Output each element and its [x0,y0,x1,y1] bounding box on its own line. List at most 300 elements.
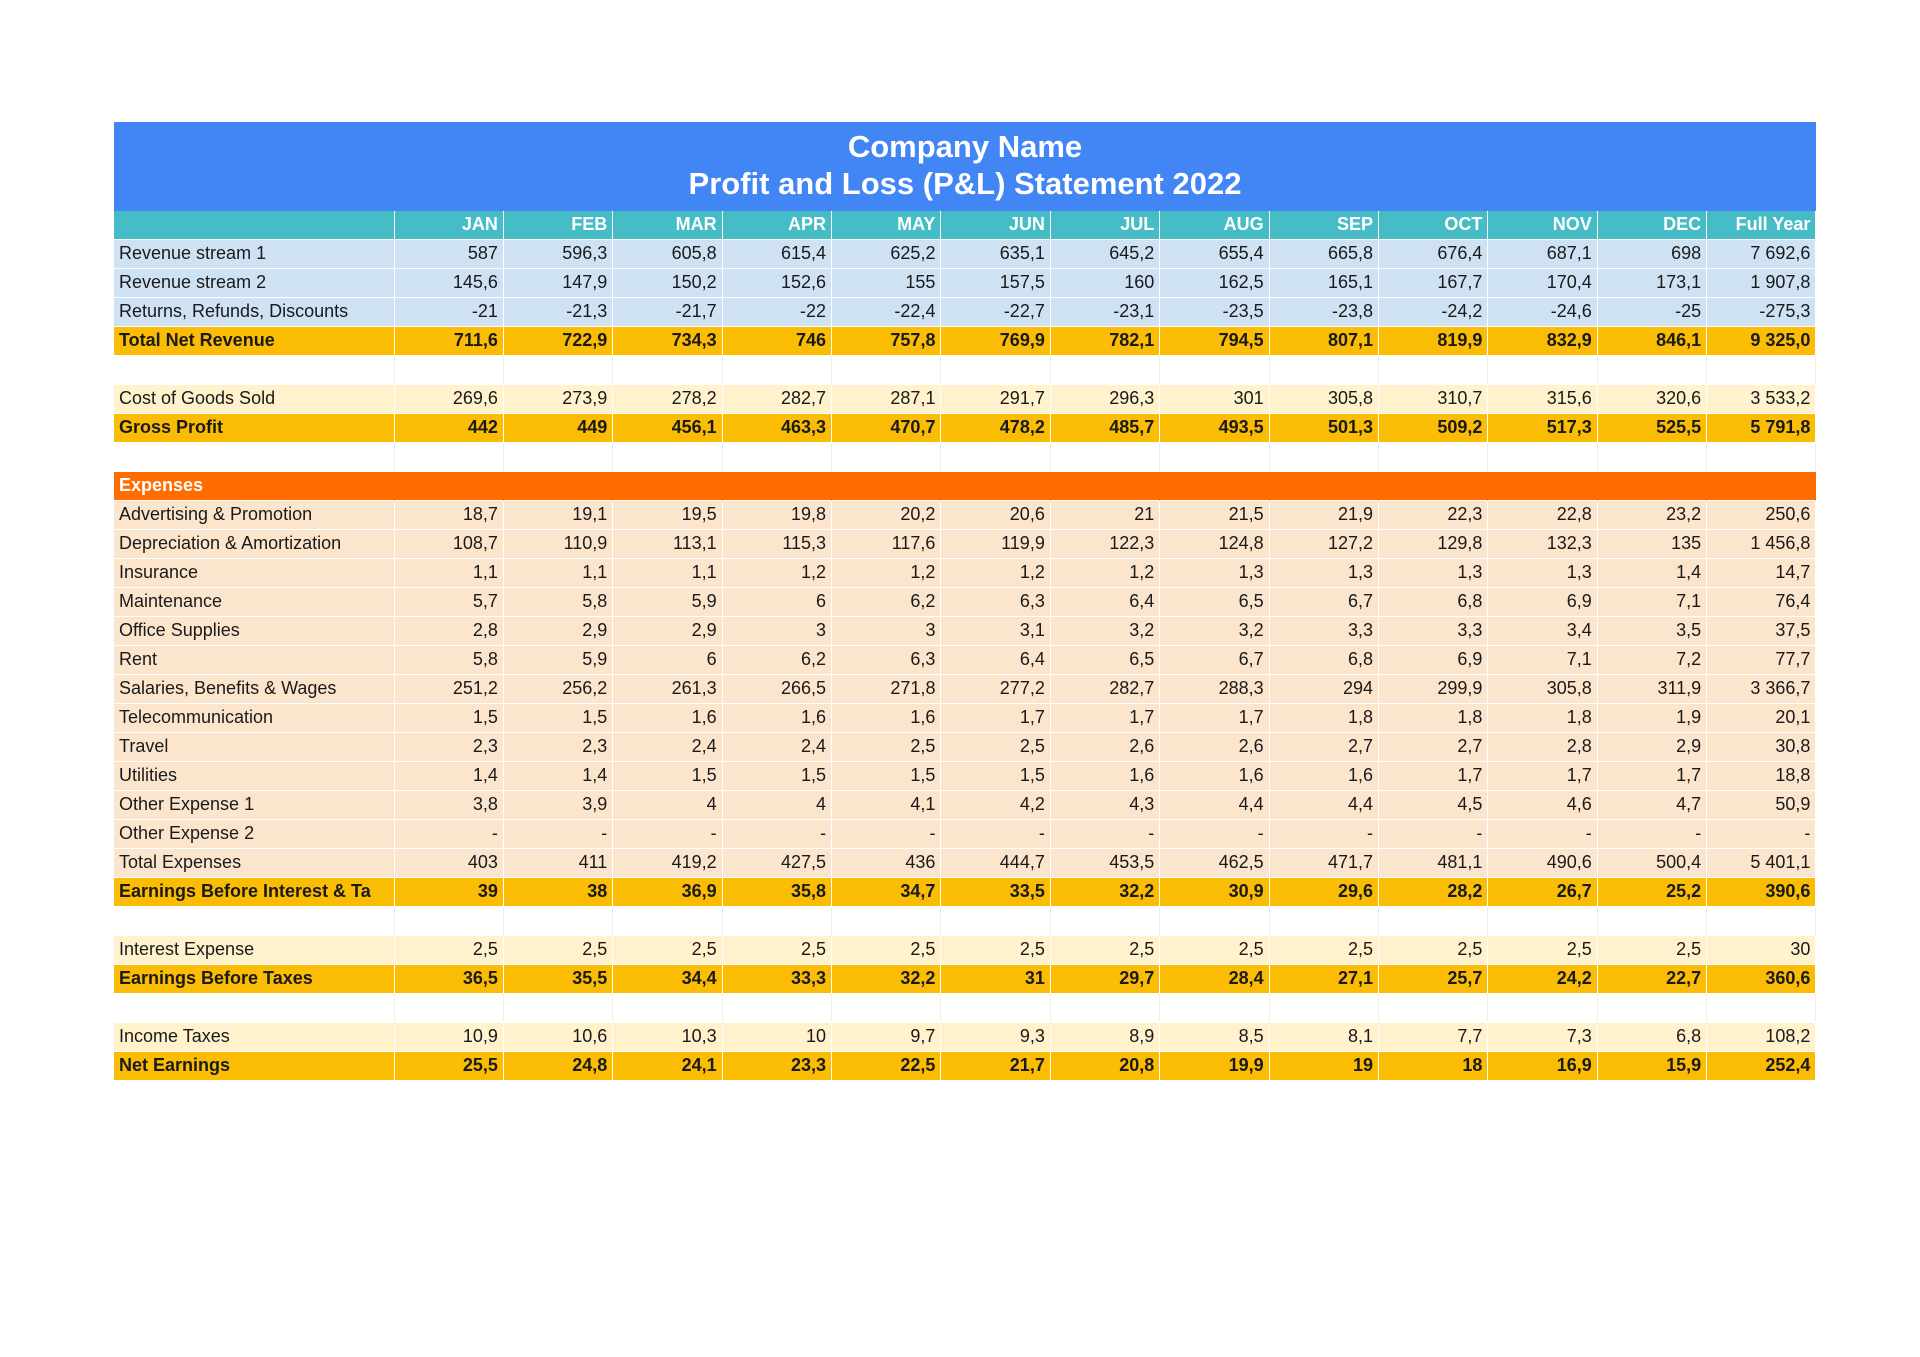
value-cell[interactable]: 1,5 [832,761,941,790]
value-cell[interactable]: 1,1 [503,558,612,587]
column-header[interactable]: AUG [1160,211,1269,239]
empty-cell[interactable] [1379,471,1488,500]
value-cell[interactable]: 1,5 [941,761,1050,790]
full-year-cell[interactable]: 7 692,6 [1707,239,1816,268]
column-header[interactable]: SEP [1269,211,1378,239]
empty-cell[interactable] [613,906,722,935]
value-cell[interactable]: 419,2 [613,848,722,877]
value-cell[interactable]: 2,5 [941,732,1050,761]
empty-cell[interactable] [1707,442,1816,471]
value-cell[interactable]: 782,1 [1050,326,1159,355]
value-cell[interactable]: 2,4 [722,732,831,761]
value-cell[interactable]: 24,8 [503,1051,612,1080]
value-cell[interactable]: 28,2 [1379,877,1488,906]
row-label-cell[interactable]: Salaries, Benefits & Wages [114,674,394,703]
value-cell[interactable]: 1,2 [832,558,941,587]
full-year-cell[interactable]: -275,3 [1707,297,1816,326]
empty-cell[interactable] [941,993,1050,1022]
value-cell[interactable]: 135 [1597,529,1706,558]
value-cell[interactable]: - [941,819,1050,848]
value-cell[interactable]: -24,2 [1379,297,1488,326]
value-cell[interactable]: 266,5 [722,674,831,703]
empty-cell[interactable] [1597,906,1706,935]
value-cell[interactable]: 20,8 [1050,1051,1159,1080]
value-cell[interactable]: 282,7 [722,384,831,413]
full-year-cell[interactable]: 360,6 [1707,964,1816,993]
value-cell[interactable]: -22,7 [941,297,1050,326]
empty-cell[interactable] [503,993,612,1022]
value-cell[interactable]: 132,3 [1488,529,1597,558]
row-label-cell[interactable]: Cost of Goods Sold [114,384,394,413]
row-label-cell[interactable]: Interest Expense [114,935,394,964]
value-cell[interactable]: 110,9 [503,529,612,558]
empty-cell[interactable] [722,442,831,471]
value-cell[interactable]: -23,1 [1050,297,1159,326]
empty-cell[interactable] [1050,442,1159,471]
value-cell[interactable]: 35,8 [722,877,831,906]
empty-cell[interactable] [1379,906,1488,935]
value-cell[interactable]: 6,7 [1160,645,1269,674]
value-cell[interactable]: 311,9 [1597,674,1706,703]
empty-cell[interactable] [941,355,1050,384]
value-cell[interactable]: 124,8 [1160,529,1269,558]
value-cell[interactable]: 1,4 [394,761,503,790]
value-cell[interactable]: 1,3 [1488,558,1597,587]
full-year-cell[interactable]: 14,7 [1707,558,1816,587]
value-cell[interactable]: 1,8 [1488,703,1597,732]
value-cell[interactable]: 525,5 [1597,413,1706,442]
value-cell[interactable]: 282,7 [1050,674,1159,703]
empty-cell[interactable] [1269,471,1378,500]
value-cell[interactable]: 2,5 [613,935,722,964]
empty-cell[interactable] [1269,442,1378,471]
value-cell[interactable]: 170,4 [1488,268,1597,297]
value-cell[interactable]: 490,6 [1488,848,1597,877]
empty-cell[interactable] [1269,355,1378,384]
value-cell[interactable]: 33,3 [722,964,831,993]
value-cell[interactable]: -22,4 [832,297,941,326]
row-label-cell[interactable]: Returns, Refunds, Discounts [114,297,394,326]
value-cell[interactable]: 1,5 [503,703,612,732]
column-header[interactable]: DEC [1597,211,1706,239]
value-cell[interactable]: 1,7 [1050,703,1159,732]
value-cell[interactable]: 2,5 [1488,935,1597,964]
row-label-cell[interactable]: Revenue stream 1 [114,239,394,268]
value-cell[interactable]: 145,6 [394,268,503,297]
empty-cell[interactable] [1050,355,1159,384]
empty-cell[interactable] [1050,993,1159,1022]
value-cell[interactable]: 605,8 [613,239,722,268]
value-cell[interactable]: 291,7 [941,384,1050,413]
empty-cell[interactable] [1707,355,1816,384]
full-year-cell[interactable]: 390,6 [1707,877,1816,906]
empty-cell[interactable] [114,993,394,1022]
value-cell[interactable]: 794,5 [1160,326,1269,355]
value-cell[interactable]: 453,5 [1050,848,1159,877]
value-cell[interactable]: 157,5 [941,268,1050,297]
value-cell[interactable]: 1,7 [1379,761,1488,790]
value-cell[interactable]: 160 [1050,268,1159,297]
empty-cell[interactable] [503,906,612,935]
value-cell[interactable]: 3,8 [394,790,503,819]
value-cell[interactable]: 117,6 [832,529,941,558]
value-cell[interactable]: 21 [1050,500,1159,529]
empty-cell[interactable] [1269,906,1378,935]
full-year-cell[interactable]: 5 791,8 [1707,413,1816,442]
value-cell[interactable]: 6 [613,645,722,674]
value-cell[interactable]: 2,4 [613,732,722,761]
value-cell[interactable]: -21,7 [613,297,722,326]
value-cell[interactable]: -22 [722,297,831,326]
value-cell[interactable]: 517,3 [1488,413,1597,442]
empty-cell[interactable] [722,993,831,1022]
value-cell[interactable]: 2,5 [503,935,612,964]
value-cell[interactable]: 501,3 [1269,413,1378,442]
value-cell[interactable]: 119,9 [941,529,1050,558]
value-cell[interactable]: 1,6 [832,703,941,732]
empty-cell[interactable] [503,355,612,384]
full-year-cell[interactable]: 3 533,2 [1707,384,1816,413]
value-cell[interactable]: 36,5 [394,964,503,993]
row-label-cell[interactable]: Depreciation & Amortization [114,529,394,558]
row-label-cell[interactable]: Advertising & Promotion [114,500,394,529]
value-cell[interactable]: 34,7 [832,877,941,906]
empty-cell[interactable] [941,906,1050,935]
empty-cell[interactable] [1050,906,1159,935]
value-cell[interactable]: 1,1 [613,558,722,587]
row-label-cell[interactable]: Revenue stream 2 [114,268,394,297]
value-cell[interactable]: - [832,819,941,848]
value-cell[interactable]: 4,5 [1379,790,1488,819]
value-cell[interactable]: 2,5 [1050,935,1159,964]
full-year-cell[interactable]: 3 366,7 [1707,674,1816,703]
empty-cell[interactable] [394,442,503,471]
row-label-cell[interactable]: Utilities [114,761,394,790]
value-cell[interactable]: 6,4 [1050,587,1159,616]
value-cell[interactable]: 9,3 [941,1022,1050,1051]
full-year-cell[interactable]: 108,2 [1707,1022,1816,1051]
value-cell[interactable]: 30,9 [1160,877,1269,906]
value-cell[interactable]: 587 [394,239,503,268]
empty-cell[interactable] [613,993,722,1022]
value-cell[interactable]: 3,1 [941,616,1050,645]
value-cell[interactable]: 39 [394,877,503,906]
value-cell[interactable]: 256,2 [503,674,612,703]
value-cell[interactable]: 278,2 [613,384,722,413]
value-cell[interactable]: 2,5 [722,935,831,964]
column-header[interactable]: MAR [613,211,722,239]
value-cell[interactable]: 1,6 [613,703,722,732]
value-cell[interactable]: 698 [1597,239,1706,268]
value-cell[interactable]: 6,4 [941,645,1050,674]
value-cell[interactable]: 4,2 [941,790,1050,819]
value-cell[interactable]: 6,3 [832,645,941,674]
value-cell[interactable]: 108,7 [394,529,503,558]
full-year-cell[interactable]: 1 456,8 [1707,529,1816,558]
value-cell[interactable]: 5,8 [503,587,612,616]
full-year-cell[interactable]: 76,4 [1707,587,1816,616]
value-cell[interactable]: 23,2 [1597,500,1706,529]
value-cell[interactable]: 6,7 [1269,587,1378,616]
value-cell[interactable]: - [1050,819,1159,848]
empty-cell[interactable] [394,355,503,384]
value-cell[interactable]: 1,2 [722,558,831,587]
value-cell[interactable]: 6,2 [722,645,831,674]
value-cell[interactable]: 456,1 [613,413,722,442]
value-cell[interactable]: 273,9 [503,384,612,413]
row-label-cell[interactable]: Office Supplies [114,616,394,645]
value-cell[interactable]: 2,5 [941,935,1050,964]
row-label-cell[interactable]: Telecommunication [114,703,394,732]
value-cell[interactable]: -21 [394,297,503,326]
value-cell[interactable]: 1,6 [1269,761,1378,790]
value-cell[interactable]: 19,8 [722,500,831,529]
value-cell[interactable]: 24,2 [1488,964,1597,993]
value-cell[interactable]: 625,2 [832,239,941,268]
value-cell[interactable]: 2,5 [394,935,503,964]
value-cell[interactable]: 676,4 [1379,239,1488,268]
value-cell[interactable]: 301 [1160,384,1269,413]
value-cell[interactable]: 1,7 [1488,761,1597,790]
value-cell[interactable]: 7,1 [1488,645,1597,674]
value-cell[interactable]: 19,9 [1160,1051,1269,1080]
empty-cell[interactable] [1597,355,1706,384]
value-cell[interactable]: 287,1 [832,384,941,413]
value-cell[interactable]: 294 [1269,674,1378,703]
value-cell[interactable]: 5,9 [503,645,612,674]
row-label-cell[interactable]: Earnings Before Taxes [114,964,394,993]
value-cell[interactable]: 4,6 [1488,790,1597,819]
value-cell[interactable]: 3,4 [1488,616,1597,645]
value-cell[interactable]: 269,6 [394,384,503,413]
empty-cell[interactable] [613,442,722,471]
value-cell[interactable]: 4,7 [1597,790,1706,819]
empty-cell[interactable] [1488,355,1597,384]
value-cell[interactable]: 10,6 [503,1022,612,1051]
value-cell[interactable]: 1,5 [613,761,722,790]
value-cell[interactable]: 463,3 [722,413,831,442]
value-cell[interactable]: 2,7 [1379,732,1488,761]
value-cell[interactable]: 5,9 [613,587,722,616]
value-cell[interactable]: 25,7 [1379,964,1488,993]
value-cell[interactable]: 261,3 [613,674,722,703]
value-cell[interactable]: 711,6 [394,326,503,355]
value-cell[interactable]: 2,8 [394,616,503,645]
value-cell[interactable]: 10 [722,1022,831,1051]
empty-cell[interactable] [1050,471,1159,500]
empty-cell[interactable] [1488,442,1597,471]
value-cell[interactable]: 615,4 [722,239,831,268]
value-cell[interactable]: 9,7 [832,1022,941,1051]
value-cell[interactable]: 2,5 [1597,935,1706,964]
value-cell[interactable]: 173,1 [1597,268,1706,297]
value-cell[interactable]: 315,6 [1488,384,1597,413]
value-cell[interactable]: 5,7 [394,587,503,616]
value-cell[interactable]: 2,6 [1050,732,1159,761]
value-cell[interactable]: 470,7 [832,413,941,442]
empty-cell[interactable] [114,906,394,935]
value-cell[interactable]: 25,2 [1597,877,1706,906]
value-cell[interactable]: 20,6 [941,500,1050,529]
value-cell[interactable]: 2,5 [1269,935,1378,964]
empty-cell[interactable] [1597,993,1706,1022]
row-label-cell[interactable]: Travel [114,732,394,761]
full-year-cell[interactable]: 37,5 [1707,616,1816,645]
value-cell[interactable]: 21,7 [941,1051,1050,1080]
value-cell[interactable]: 471,7 [1269,848,1378,877]
full-year-cell[interactable]: 252,4 [1707,1051,1816,1080]
column-header[interactable]: JUL [1050,211,1159,239]
value-cell[interactable]: 645,2 [1050,239,1159,268]
value-cell[interactable]: 1,9 [1597,703,1706,732]
value-cell[interactable]: 165,1 [1269,268,1378,297]
value-cell[interactable]: 310,7 [1379,384,1488,413]
value-cell[interactable]: 35,5 [503,964,612,993]
row-label-cell[interactable]: Other Expense 1 [114,790,394,819]
empty-cell[interactable] [1488,906,1597,935]
empty-cell[interactable] [1707,471,1816,500]
value-cell[interactable]: 22,5 [832,1051,941,1080]
value-cell[interactable]: 746 [722,326,831,355]
row-label-cell[interactable]: Maintenance [114,587,394,616]
value-cell[interactable]: -21,3 [503,297,612,326]
empty-cell[interactable] [1488,471,1597,500]
value-cell[interactable]: 2,9 [613,616,722,645]
value-cell[interactable]: -25 [1597,297,1706,326]
value-cell[interactable]: 19,1 [503,500,612,529]
row-label-cell[interactable]: Income Taxes [114,1022,394,1051]
value-cell[interactable]: 27,1 [1269,964,1378,993]
empty-cell[interactable] [832,906,941,935]
full-year-cell[interactable]: 5 401,1 [1707,848,1816,877]
value-cell[interactable]: 305,8 [1488,674,1597,703]
value-cell[interactable]: 665,8 [1269,239,1378,268]
value-cell[interactable]: - [1160,819,1269,848]
value-cell[interactable]: 25,5 [394,1051,503,1080]
value-cell[interactable]: 807,1 [1269,326,1378,355]
value-cell[interactable]: 6,9 [1488,587,1597,616]
value-cell[interactable]: 6,5 [1050,645,1159,674]
value-cell[interactable]: 444,7 [941,848,1050,877]
row-label-cell[interactable]: Rent [114,645,394,674]
value-cell[interactable]: 2,7 [1269,732,1378,761]
column-header[interactable]: APR [722,211,831,239]
empty-cell[interactable] [613,471,722,500]
value-cell[interactable]: 7,7 [1379,1022,1488,1051]
value-cell[interactable]: 436 [832,848,941,877]
full-year-cell[interactable]: 20,1 [1707,703,1816,732]
value-cell[interactable]: 1,8 [1379,703,1488,732]
value-cell[interactable]: 1,1 [394,558,503,587]
value-cell[interactable]: 22,7 [1597,964,1706,993]
column-header[interactable]: JUN [941,211,1050,239]
value-cell[interactable]: 1,6 [1050,761,1159,790]
value-cell[interactable]: 29,6 [1269,877,1378,906]
value-cell[interactable]: 129,8 [1379,529,1488,558]
value-cell[interactable]: -23,5 [1160,297,1269,326]
value-cell[interactable]: 320,6 [1597,384,1706,413]
value-cell[interactable]: 635,1 [941,239,1050,268]
value-cell[interactable]: 251,2 [394,674,503,703]
value-cell[interactable]: 6,5 [1160,587,1269,616]
value-cell[interactable]: 2,3 [394,732,503,761]
empty-cell[interactable] [1597,442,1706,471]
row-label-cell[interactable]: Other Expense 2 [114,819,394,848]
value-cell[interactable]: 2,6 [1160,732,1269,761]
value-cell[interactable]: - [613,819,722,848]
empty-cell[interactable] [1707,993,1816,1022]
value-cell[interactable]: 481,1 [1379,848,1488,877]
value-cell[interactable]: 478,2 [941,413,1050,442]
value-cell[interactable]: 28,4 [1160,964,1269,993]
value-cell[interactable]: 493,5 [1160,413,1269,442]
empty-cell[interactable] [1707,906,1816,935]
value-cell[interactable]: 8,5 [1160,1022,1269,1051]
value-cell[interactable]: 5,8 [394,645,503,674]
value-cell[interactable]: 113,1 [613,529,722,558]
empty-cell[interactable] [722,355,831,384]
value-cell[interactable]: 3 [722,616,831,645]
value-cell[interactable]: 1,5 [722,761,831,790]
value-cell[interactable]: 4,1 [832,790,941,819]
empty-cell[interactable] [1160,442,1269,471]
empty-cell[interactable] [1488,993,1597,1022]
value-cell[interactable]: 18 [1379,1051,1488,1080]
row-label-cell[interactable]: Earnings Before Interest & Ta [114,877,394,906]
value-cell[interactable]: 1,8 [1269,703,1378,732]
value-cell[interactable]: 18,7 [394,500,503,529]
full-year-cell[interactable]: 30 [1707,935,1816,964]
value-cell[interactable]: 16,9 [1488,1051,1597,1080]
value-cell[interactable]: 3,5 [1597,616,1706,645]
column-header[interactable]: Full Year [1707,211,1816,239]
value-cell[interactable]: - [1597,819,1706,848]
empty-cell[interactable] [1160,355,1269,384]
value-cell[interactable]: 1,5 [394,703,503,732]
value-cell[interactable]: 655,4 [1160,239,1269,268]
value-cell[interactable]: 734,3 [613,326,722,355]
value-cell[interactable]: 167,7 [1379,268,1488,297]
value-cell[interactable]: 687,1 [1488,239,1597,268]
empty-cell[interactable] [941,442,1050,471]
section-header-cell[interactable]: Expenses [114,471,394,500]
value-cell[interactable]: - [722,819,831,848]
empty-cell[interactable] [1160,471,1269,500]
value-cell[interactable]: 832,9 [1488,326,1597,355]
value-cell[interactable]: 846,1 [1597,326,1706,355]
row-label-cell[interactable]: Total Expenses [114,848,394,877]
empty-cell[interactable] [722,471,831,500]
row-label-cell[interactable]: Net Earnings [114,1051,394,1080]
full-year-cell[interactable]: - [1707,819,1816,848]
value-cell[interactable]: 722,9 [503,326,612,355]
value-cell[interactable]: 7,2 [1597,645,1706,674]
value-cell[interactable]: 6,9 [1379,645,1488,674]
value-cell[interactable]: 36,9 [613,877,722,906]
value-cell[interactable]: 2,5 [1379,935,1488,964]
value-cell[interactable]: 6,3 [941,587,1050,616]
value-cell[interactable]: 10,9 [394,1022,503,1051]
full-year-cell[interactable]: 18,8 [1707,761,1816,790]
value-cell[interactable]: 4 [722,790,831,819]
empty-cell[interactable] [832,355,941,384]
value-cell[interactable]: 403 [394,848,503,877]
row-label-cell[interactable]: Total Net Revenue [114,326,394,355]
empty-cell[interactable] [1160,906,1269,935]
value-cell[interactable]: 6,8 [1597,1022,1706,1051]
value-cell[interactable]: 1,7 [1160,703,1269,732]
value-cell[interactable]: 596,3 [503,239,612,268]
